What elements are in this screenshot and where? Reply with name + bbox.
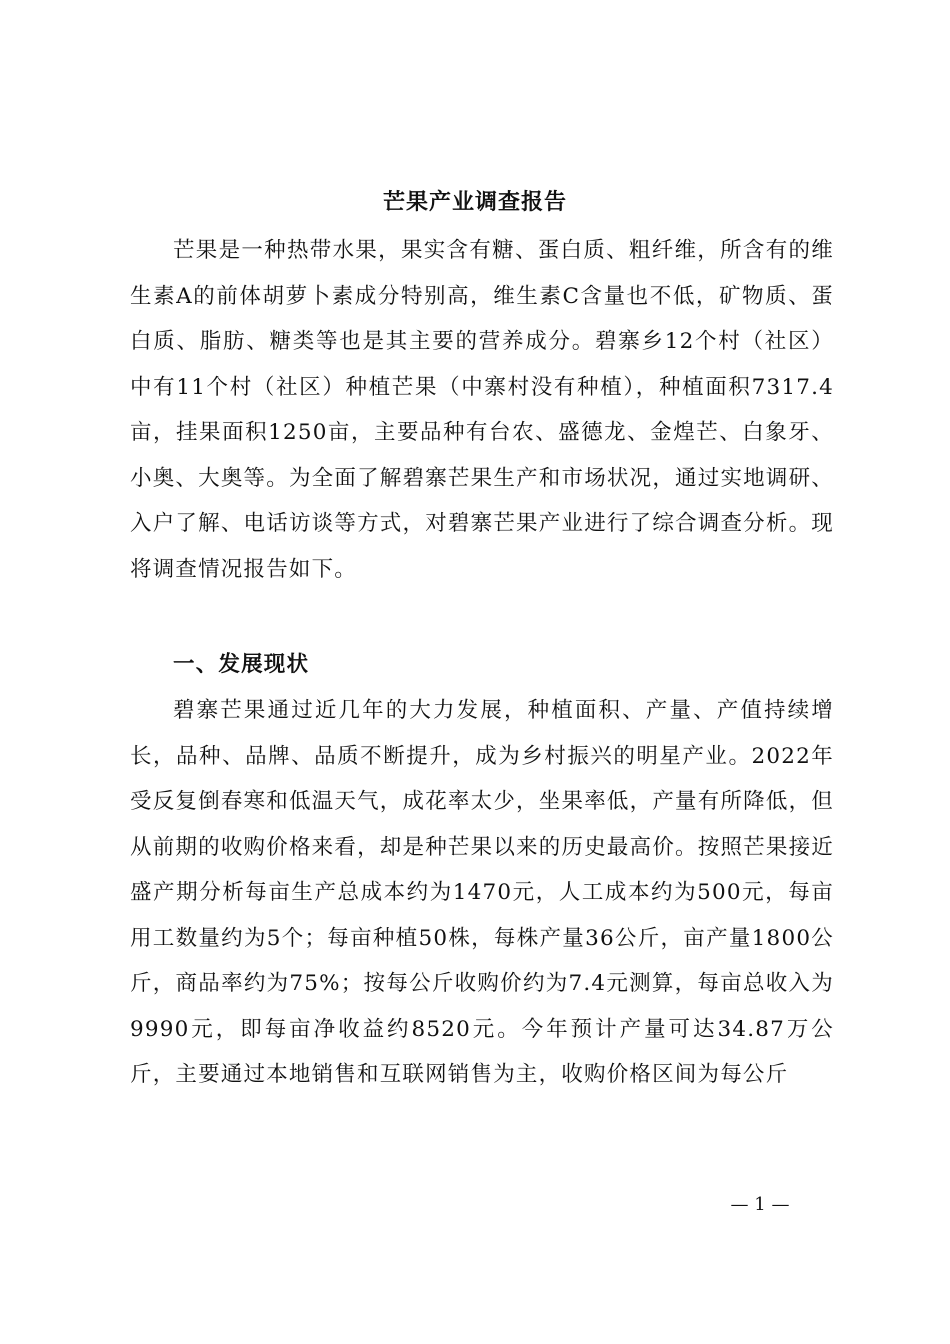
document-title: 芒果产业调查报告	[382, 189, 567, 215]
development-paragraph: 碧寨芒果通过近几年的大力发展，种植面积、产量、产值持续增长，品种、品牌、品质不断提升，成为乡村振兴的明星产业。2022年受反复倒春寒和低温天气，成花率太少，坐果率低，产量有所降低，但从前期的收购价格来看，却是种芒果以来的历史最高价。按照芒果接近盛产期分析每亩生产总成本约为1470元，人工成本约为500元，每亩用工数量约为5个；每亩种植50株，每株产量36公斤，亩产量1800公斤，商品率约为75%；按每公斤收购价约为7.4元测算，每亩总收入为9990元，即每亩净收益约8520元。今年预计产量可达34.87万公斤，主要通过本地销售和互联网销售为主，收购价格区间为每公斤	[130, 698, 834, 1087]
section-heading: 一、发展现状	[173, 652, 310, 677]
page-number: — 1 —	[730, 1194, 790, 1215]
intro-paragraph: 芒果是一种热带水果，果实含有糖、蛋白质、粗纤维，所含有的维生素A的前体胡萝卜素成分特别高，维生素C含量也不低，矿物质、蛋白质、脂肪、糖类等也是其主要的营养成分。碧寨乡12个村（社区）中有11个村（社区）种植芒果（中寨村没有种植），种植面积7317.4亩，挂果面积1250亩，主要品种有台农、盛德龙、金煌芒、白象牙、小奥、大奥等。为全面了解碧寨芒果生产和市场状况，通过实地调研、入户了解、电话访谈等方式，对碧寨芒果产业进行了综合调查分析。现将调查情况报告如下。	[130, 238, 834, 582]
